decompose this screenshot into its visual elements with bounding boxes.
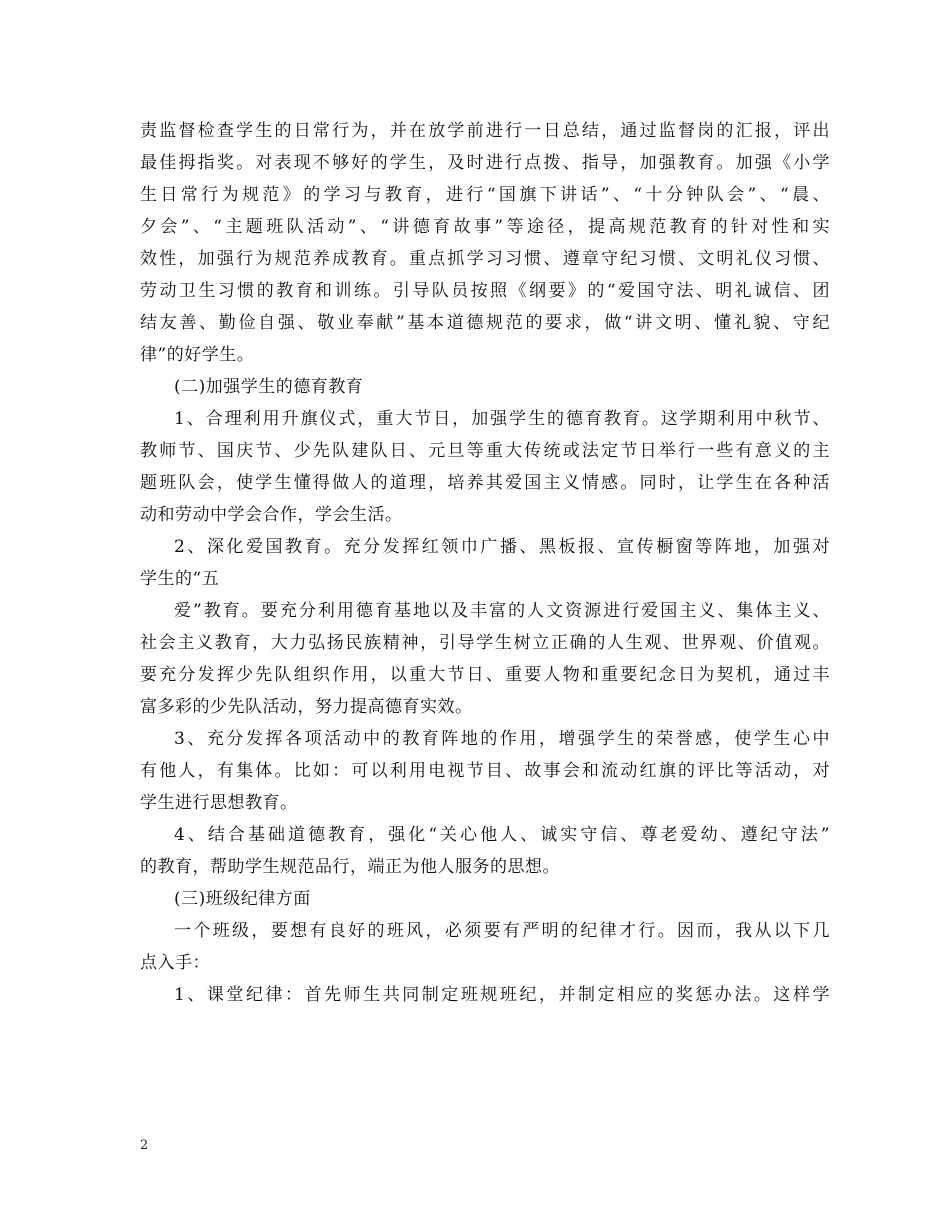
- text-line: 题班队会，使学生懂得做人的道理，培养其爱国主义情感。同时，让学生在各种活: [140, 473, 830, 493]
- text-line: 社会主义教育，大力弘扬民族精神，引导学生树立正确的人生观、世界观、价值观。: [140, 633, 830, 653]
- text-line: 2、深化爱国教育。充分发挥红领巾广播、黑板报、宣传橱窗等阵地，加强对: [174, 537, 830, 557]
- text-line: 夕会”、“主题班队活动”、“讲德育故事”等途径，提高规范教育的针对性和实: [140, 217, 830, 237]
- text-line: 生日常行为规范》的学习与教育，进行“国旗下讲话”、“十分钟队会”、“晨、: [140, 185, 830, 205]
- text-line: 动和劳动中学会合作，学会生活。: [140, 505, 403, 525]
- text-line: 结友善、勤俭自强、敬业奉献”基本道德规范的要求，做“讲文明、懂礼貌、守纪: [140, 313, 830, 333]
- text-line: 学生进行思想教育。: [140, 793, 298, 813]
- text-line: 的教育，帮助学生规范品行，端正为他人服务的思想。: [140, 857, 560, 877]
- text-line: 1、课堂纪律：首先师生共同制定班规班纪，并制定相应的奖惩办法。这样学: [174, 985, 830, 1005]
- text-line: 有他人，有集体。比如：可以利用电视节目、故事会和流动红旗的评比等活动，对: [140, 761, 830, 781]
- text-line: 一个班级，要想有良好的班风，必须要有严明的纪律才行。因而，我从以下几: [174, 921, 830, 941]
- text-line: 1、合理利用升旗仪式，重大节日，加强学生的德育教育。这学期利用中秋节、: [174, 409, 830, 429]
- document-body: [140, 115, 830, 1011]
- section-heading: (二)加强学生的德育教育: [174, 377, 364, 397]
- page-number: 2: [140, 1138, 149, 1153]
- text-line: 爱”教育。要充分利用德育基地以及丰富的人文资源进行爱国主义、集体主义、: [174, 601, 830, 621]
- text-line: 最佳拇指奖。对表现不够好的学生，及时进行点拨、指导，加强教育。加强《小学: [140, 153, 830, 173]
- text-line: 点入手：: [140, 953, 210, 973]
- text-line: 富多彩的少先队活动，努力提高德育实效。: [140, 697, 473, 717]
- text-line: 责监督检查学生的日常行为，并在放学前进行一日总结，通过监督岗的汇报，评出: [140, 121, 830, 141]
- text-line: 效性，加强行为规范养成教育。重点抓学习习惯、遵章守纪习惯、文明礼仪习惯、: [140, 249, 830, 269]
- text-line: 劳动卫生习惯的教育和训练。引导队员按照《纲要》的“爱国守法、明礼诚信、团: [140, 281, 830, 301]
- text-line: 要充分发挥少先队组织作用，以重大节日、重要人物和重要纪念日为契机，通过丰: [140, 665, 830, 685]
- text-line: 教师节、国庆节、少先队建队日、元旦等重大传统或法定节日举行一些有意义的主: [140, 441, 830, 461]
- text-line: 3、充分发挥各项活动中的教育阵地的作用，增强学生的荣誉感，使学生心中: [174, 729, 830, 749]
- text-line: 学生的“五: [140, 569, 220, 589]
- section-heading: (三)班级纪律方面: [174, 889, 311, 909]
- text-line: 4、结合基础道德教育，强化“关心他人、诚实守信、尊老爱幼、遵纪守法”: [174, 825, 830, 845]
- text-line: 律”的好学生。: [140, 345, 255, 365]
